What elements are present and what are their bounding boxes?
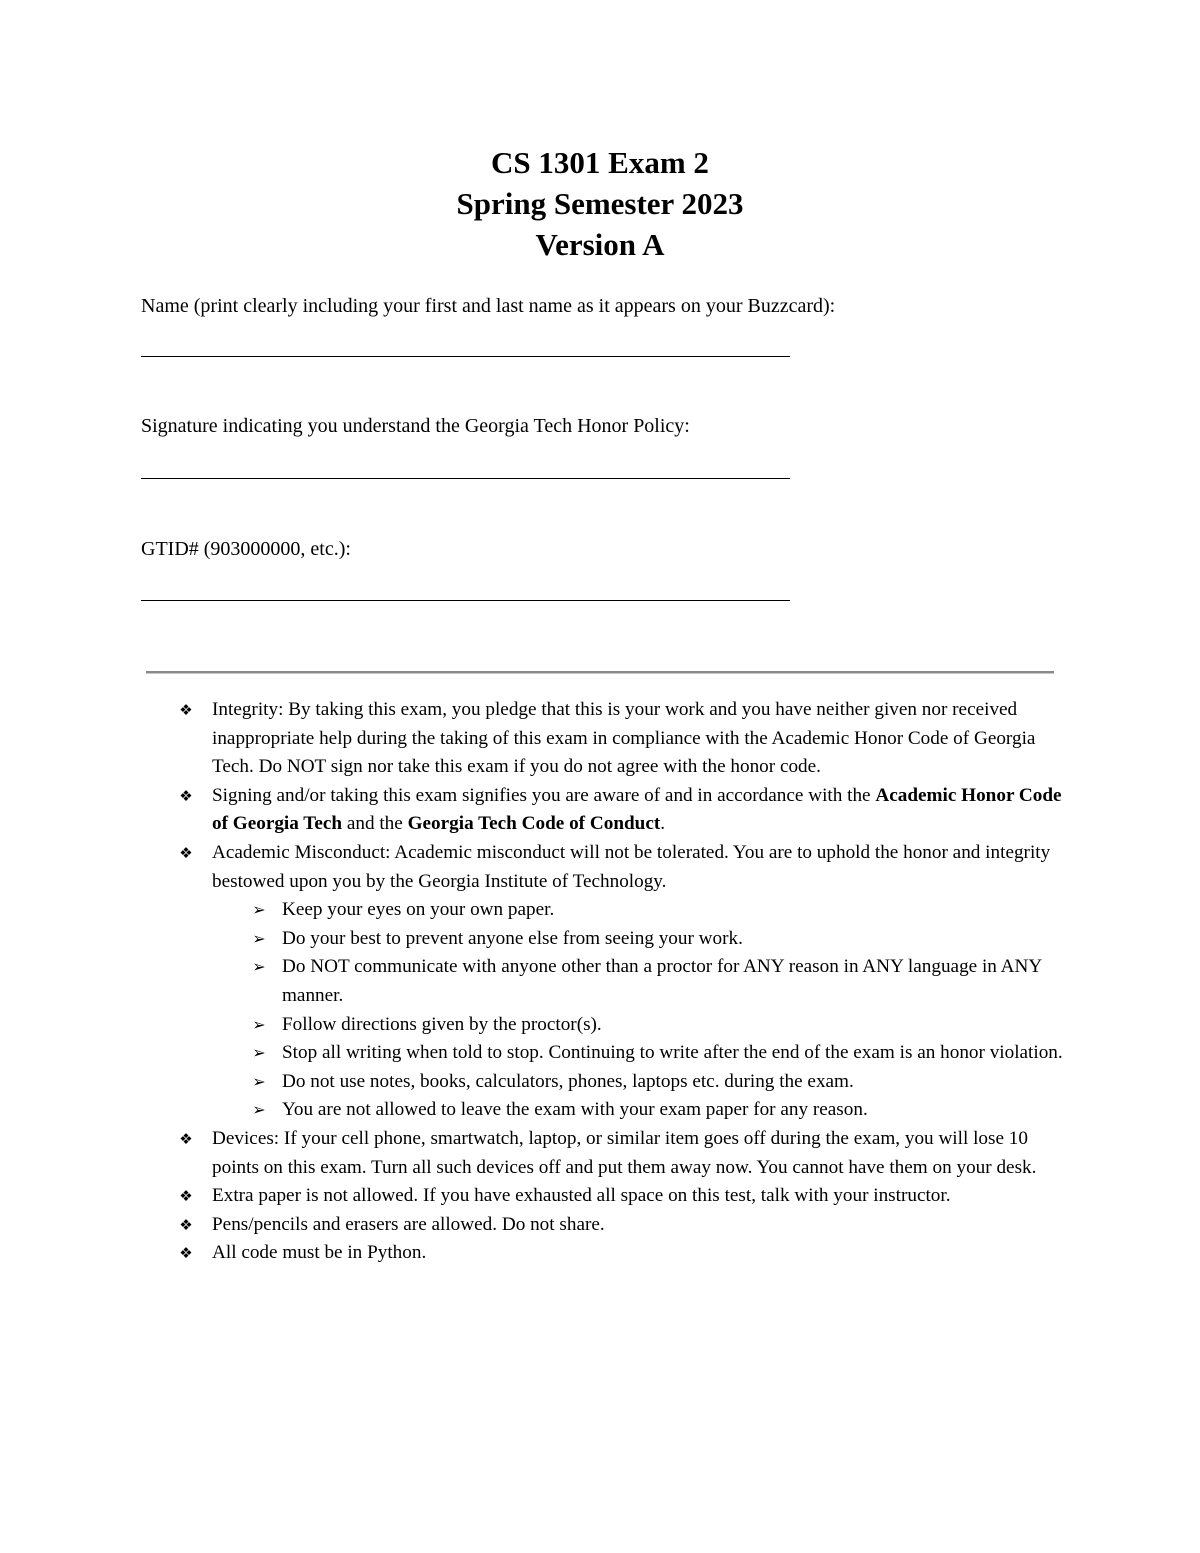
signature-write-line[interactable] [141, 478, 790, 479]
sub-rule-item [212, 925, 1066, 954]
exam-rules-list [176, 696, 1066, 1268]
rule-text-part: and the [342, 813, 408, 835]
rule-misconduct [176, 839, 1066, 1125]
gtid-field[interactable] [141, 536, 1041, 562]
sub-rule-item [212, 1096, 1066, 1125]
gtid-write-line[interactable] [141, 600, 790, 601]
honor-code-name: Academic Honor Code of Georgia Tech [212, 784, 1062, 835]
name-field[interactable] [141, 293, 1041, 319]
sub-rule-item [212, 953, 1066, 1010]
rule-text-part: Signing and/or taking this exam signifies you are aware of and in accordance with the [212, 784, 876, 806]
rule-python [176, 1239, 1066, 1268]
diamond-bullet-icon: ❖ [179, 1129, 193, 1148]
arrow-bullet-icon: ➢ [252, 1014, 266, 1034]
arrow-bullet-icon: ➢ [252, 1071, 266, 1091]
gtid-label: GTID# (903000000, etc.): [141, 538, 351, 560]
name-label: Name (print clearly including your first and last name as it appears on your Buzzcard): [141, 295, 836, 317]
code-of-conduct-name: Georgia Tech Code of Conduct [407, 813, 661, 835]
sub-rule-item [212, 896, 1066, 925]
diamond-bullet-icon: ❖ [179, 786, 193, 805]
diamond-bullet-icon: ❖ [179, 1187, 193, 1206]
sub-rule-text: Do NOT communicate with anyone other than a proctor for ANY reason in ANY language in ANY manner. [282, 956, 1042, 1006]
diamond-bullet-icon: ❖ [179, 1244, 193, 1263]
rule-devices [176, 1125, 1066, 1182]
rule-text: Pens/pencils and erasers are allowed. Do not share. [212, 1213, 605, 1235]
rule-signing [176, 782, 1066, 839]
semester-title: Spring Semester 2023 [456, 186, 744, 221]
rule-extra-paper [176, 1182, 1066, 1211]
sub-rule-text: Do your best to prevent anyone else from seeing your work. [282, 927, 743, 949]
rule-text: Academic Misconduct: Academic misconduct will not be tolerated. You are to uphold the honor and integrity bestowed upon you by the Georgia Institute of Technology. [212, 841, 1051, 892]
signature-field[interactable] [141, 413, 1041, 439]
arrow-bullet-icon: ➢ [252, 900, 266, 920]
arrow-bullet-icon: ➢ [252, 957, 266, 977]
rule-text-part: . [660, 813, 666, 835]
sub-rule-item [212, 1068, 1066, 1097]
misconduct-sub-list [212, 896, 1066, 1125]
sub-rule-text: Stop all writing when told to stop. Continuing to write after the end of the exam is an honor violation. [282, 1042, 1063, 1064]
rule-integrity [176, 696, 1066, 782]
diamond-bullet-icon: ❖ [179, 843, 193, 862]
sub-rule-item [212, 1011, 1066, 1040]
sub-rule-text: Do not use notes, books, calculators, phones, laptops etc. during the exam. [282, 1070, 854, 1092]
version-title: Version A [535, 227, 665, 262]
rule-text: Devices: If your cell phone, smartwatch, laptop, or similar item goes off during the exam, you will lose 10 points on this exam. Turn all such devices off and put them away now. You cannot have them on your desk. [212, 1127, 1037, 1178]
diamond-bullet-icon: ❖ [179, 1215, 193, 1234]
section-divider [146, 671, 1054, 674]
rule-text: All code must be in Python. [212, 1242, 427, 1264]
rule-text: Integrity: By taking this exam, you pledge that this is your work and you have neither given nor received inappropriate help during the taking of this exam in compliance with the Academic Honor Code of Georgia Tech. Do NOT sign nor take this exam if you do not agree with the honor code. [212, 699, 1036, 778]
arrow-bullet-icon: ➢ [252, 1100, 266, 1120]
sub-rule-item [212, 1039, 1066, 1068]
arrow-bullet-icon: ➢ [252, 928, 266, 948]
sub-rule-text: Follow directions given by the proctor(s). [282, 1013, 602, 1035]
diamond-bullet-icon: ❖ [179, 701, 193, 719]
sub-rule-text: You are not allowed to leave the exam with your exam paper for any reason. [282, 1099, 868, 1121]
arrow-bullet-icon: ➢ [252, 1043, 266, 1063]
exam-title-block [0, 142, 1200, 265]
sub-rule-text: Keep your eyes on your own paper. [282, 899, 555, 921]
rule-text: Extra paper is not allowed. If you have exhausted all space on this test, talk with your instructor. [212, 1185, 951, 1207]
name-write-line[interactable] [141, 356, 790, 357]
signature-label: Signature indicating you understand the Georgia Tech Honor Policy: [141, 415, 690, 437]
course-title: CS 1301 Exam 2 [491, 145, 709, 180]
rule-pens [176, 1211, 1066, 1240]
